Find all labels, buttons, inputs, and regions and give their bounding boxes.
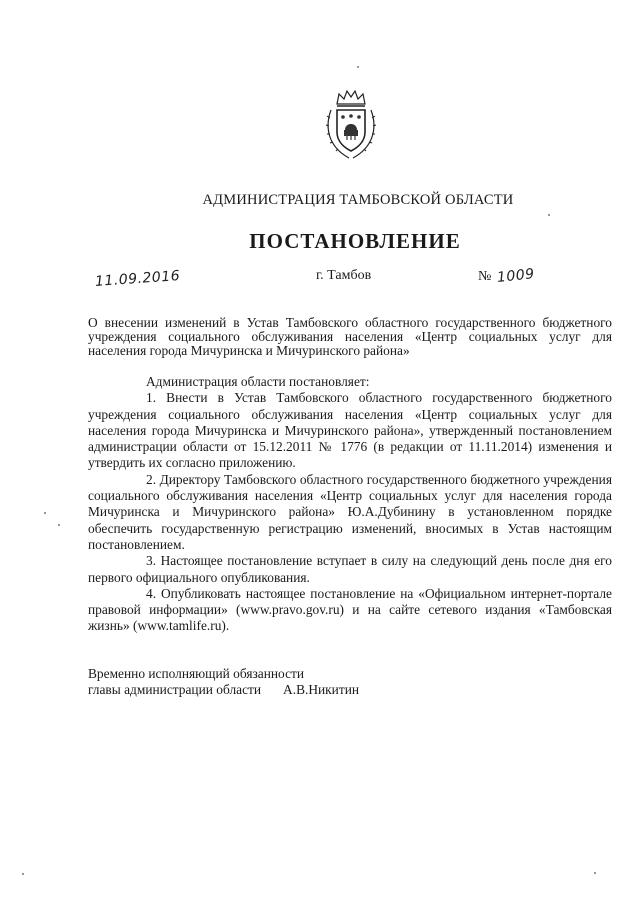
document-city: г. Тамбов — [316, 268, 372, 283]
document-date: 11.09.2016 — [94, 268, 181, 290]
coat-of-arms-icon — [323, 88, 379, 162]
document-subject: О внесении изменений в Устав Тамбовского областного государственного бюджетного учреждения социального обслуживания населения «Центр социальных услуг для населения города Мичуринска и Мичуринского района» — [88, 315, 612, 358]
body-paragraph: 2. Директору Тамбовского областного государственного бюджетного учреждения социального обслуживания населения «Центр социальных услуг для населения города Мичуринска и Мичуринского района» Ю.А.Дубинину в установленном порядке обеспечить государственную регистрацию изменений, вносимых в Устав настоящим постановлением. — [88, 471, 612, 552]
document-number — [478, 268, 535, 285]
body-lead: Администрация области постановляет: — [146, 374, 370, 389]
scan-speck — [44, 512, 46, 514]
scan-speck — [357, 66, 359, 68]
number-prefix: № — [478, 269, 492, 284]
number-value: 1009 — [496, 266, 536, 286]
signer-position-line1: Временно исполняющий обязанности — [88, 666, 305, 681]
body-paragraph: 3. Настоящее постановление вступает в силу на следующий день после дня его первого официального опубликования. — [88, 553, 612, 585]
signature-block — [88, 666, 488, 698]
document-title: ПОСТАНОВЛЕНИЕ — [249, 229, 461, 253]
scan-speck — [58, 524, 60, 526]
signer-name: А.В.Никитин — [283, 682, 360, 697]
document-body — [88, 374, 612, 635]
body-paragraph: 4. Опубликовать настоящее постановление на «Официальном интернет-портале правовой информации» (www.pravo.gov.ru) и на сайте сетевого издания «Тамбовская жизнь» (www.tamlife.ru). — [88, 585, 612, 634]
scan-speck — [548, 214, 550, 216]
scan-speck — [594, 872, 596, 874]
signer-position: главы администрации области — [88, 682, 262, 697]
scan-speck — [22, 873, 24, 875]
body-paragraph: 1. Внести в Устав Тамбовского областного государственного бюджетного учреждения социального обслуживания населения «Центр социальных услуг для населения города Мичуринска и Мичуринского района», утвержденный постановлением администрации области от 15.12.2011 № 1776 (в редакции от 11.11.2014) изменения и утвердить их согласно приложению. — [88, 390, 612, 471]
signer-position-line2 — [88, 682, 488, 698]
organization-heading: АДМИНИСТРАЦИЯ ТАМБОВСКОЙ ОБЛАСТИ — [202, 192, 514, 208]
